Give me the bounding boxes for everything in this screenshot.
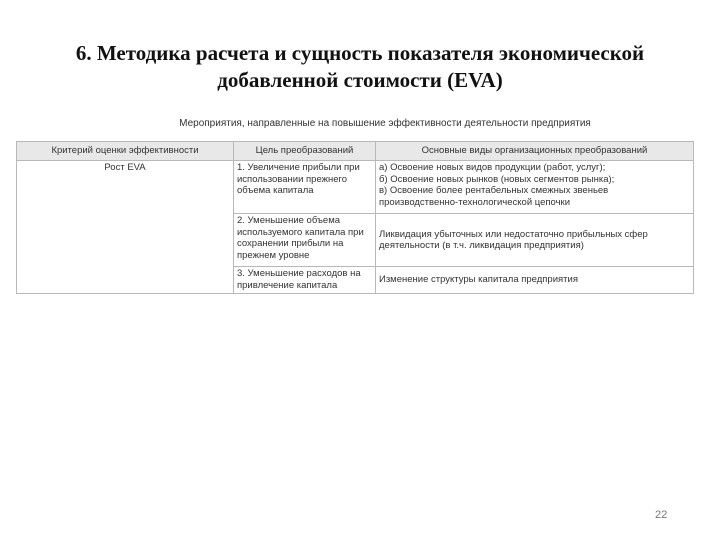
actions-cell bbox=[376, 214, 694, 267]
table-caption: Мероприятия, направленные на повышение эффективности деятельности предприятия bbox=[179, 118, 591, 129]
header-goal: Цель преобразований bbox=[234, 142, 376, 161]
header-actions: Основные виды организационных преобразований bbox=[376, 142, 694, 161]
table-row bbox=[17, 161, 694, 214]
action-item: б) Освоение новых рынков (новых сегментов рынка); bbox=[379, 173, 615, 185]
page-number: 22 bbox=[655, 509, 668, 521]
actions-cell bbox=[376, 161, 694, 214]
goal-cell: 3. Уменьшение расходов на привлечение капитала bbox=[234, 267, 376, 294]
actions-cell bbox=[376, 267, 694, 294]
goal-cell: 1. Увеличение прибыли при использовании прежнего объема капитала bbox=[234, 161, 376, 214]
action-item: а) Освоение новых видов продукции (работ, услуг); bbox=[379, 162, 606, 173]
criterion-cell: Рост EVA bbox=[17, 161, 234, 294]
action-item: Ликвидация убыточных или недостаточно прибыльных сфер деятельности (в т.ч. ликвидация предприятия) bbox=[379, 228, 648, 251]
header-criterion: Критерий оценки эффективности bbox=[17, 142, 234, 161]
action-item: в) Освоение более рентабельных смежных звеньев производственно-технологической цепочки bbox=[379, 185, 609, 208]
goal-cell: 2. Уменьшение объема используемого капитала при сохранении прибыли на прежнем уровне bbox=[234, 214, 376, 267]
table-header-row bbox=[17, 142, 694, 161]
slide-title-line-2: добавленной стоимости (EVA) bbox=[217, 68, 503, 92]
action-item: Изменение структуры капитала предприятия bbox=[379, 274, 578, 286]
eva-measures-table bbox=[16, 141, 694, 294]
slide-title bbox=[20, 40, 700, 94]
slide-title-line-1: 6. Методика расчета и сущность показателя экономической bbox=[75, 41, 645, 65]
